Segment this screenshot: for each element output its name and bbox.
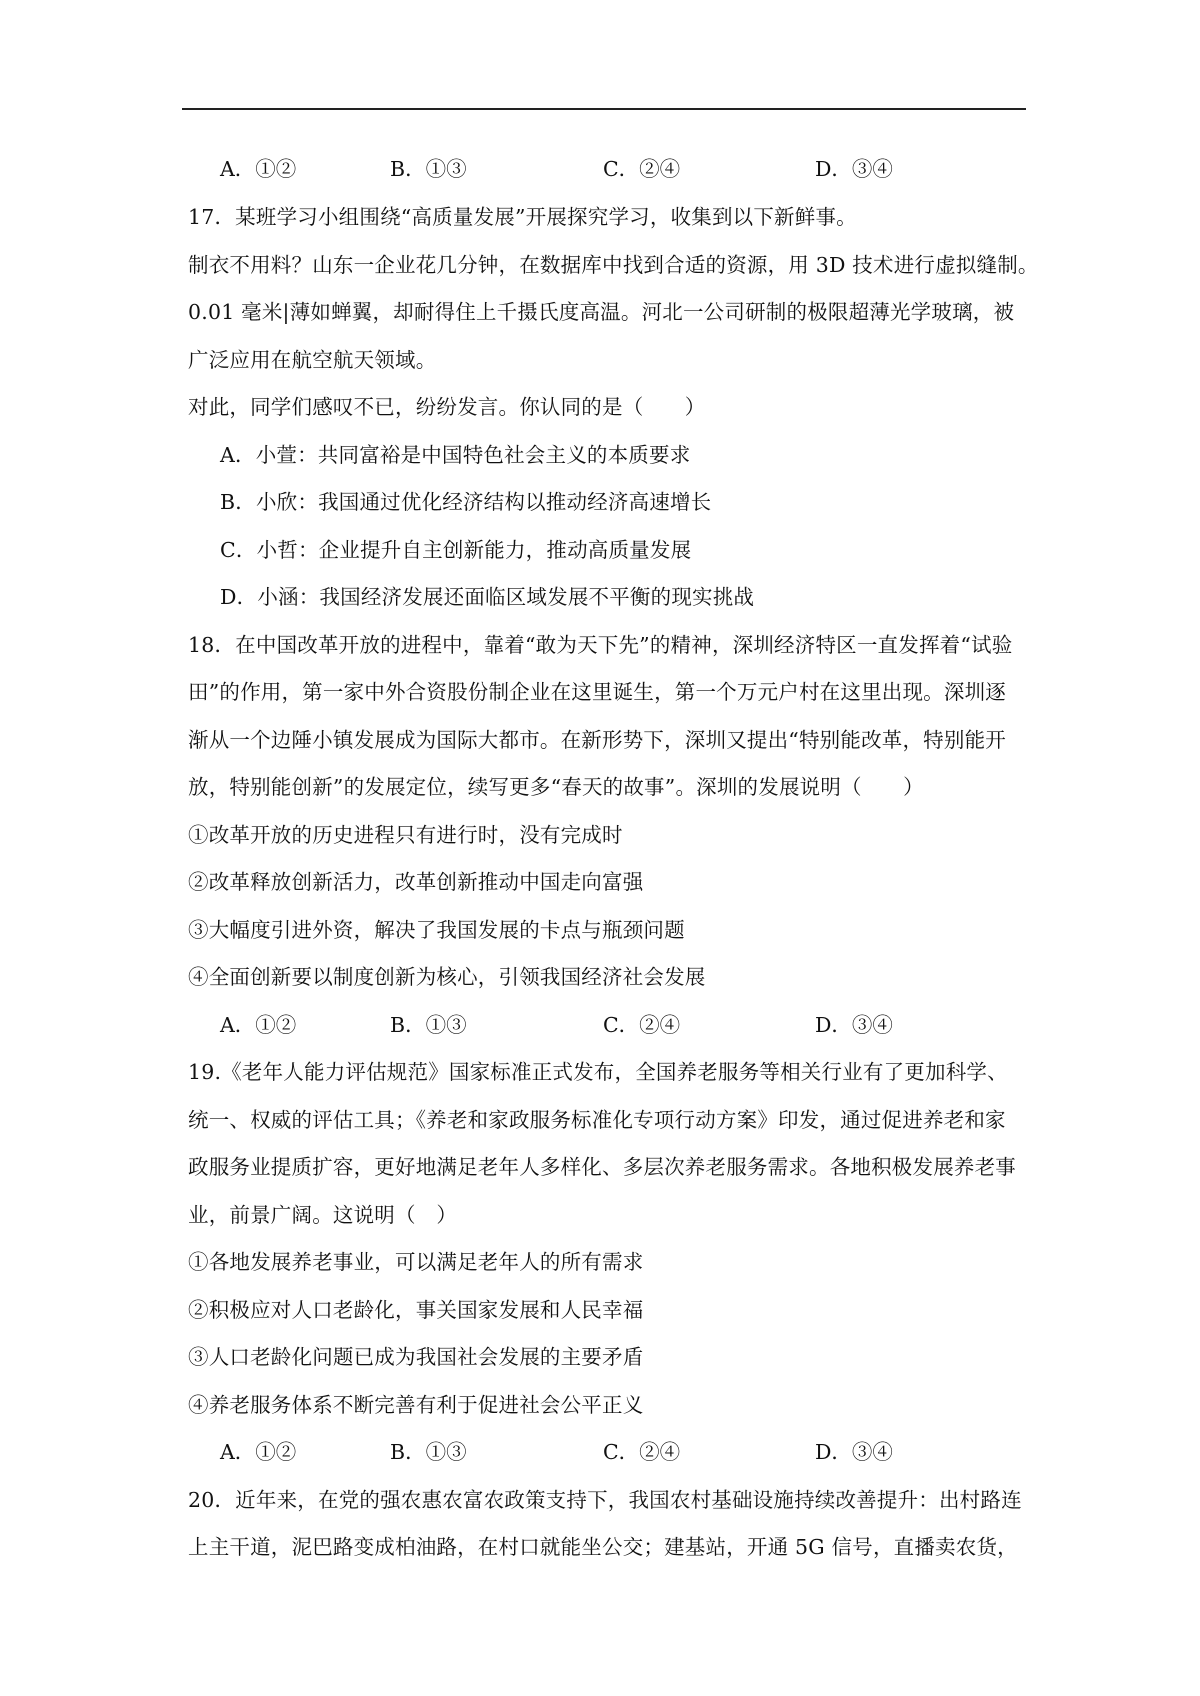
q19-option-b[interactable]: B．①③ <box>390 1440 467 1464</box>
q18-option-d[interactable]: D．③④ <box>815 1013 893 1037</box>
q19-stem-line: 业，前景广阔。这说明（ ） <box>188 1203 458 1227</box>
q17-choice-d[interactable]: D．小涵：我国经济发展还面临区域发展不平衡的现实挑战 <box>220 585 755 609</box>
q17-prompt: 对此，同学们感叹不已，纷纷发言。你认同的是（ ） <box>188 395 706 419</box>
q18-stem-line: 18．在中国改革开放的进程中，靠着“敢为天下先”的精神，深圳经济特区一直发挥着“试验 <box>188 633 1013 657</box>
option-a[interactable]: A．①② <box>220 157 297 181</box>
q18-option-b[interactable]: B．①③ <box>390 1013 467 1037</box>
q17-stem: 17．某班学习小组围绕“高质量发展”开展探究学习，收集到以下新鲜事。 <box>188 205 857 229</box>
q18-statement-1: ①改革开放的历史进程只有进行时，没有完成时 <box>188 823 623 847</box>
q18-statement-4: ④全面创新要以制度创新为核心，引领我国经济社会发展 <box>188 965 706 989</box>
q19-statement-3: ③人口老龄化问题已成为我国社会发展的主要矛盾 <box>188 1345 644 1369</box>
q17-choice-b[interactable]: B．小欣：我国通过优化经济结构以推动经济高速增长 <box>220 490 712 514</box>
q19-statement-4: ④养老服务体系不断完善有利于促进社会公平正义 <box>188 1393 644 1417</box>
q20-stem-line: 上主干道，泥巴路变成柏油路，在村口就能坐公交；建基站，开通 5G 信号，直播卖农货， <box>188 1535 1018 1559</box>
q19-stem-line: 19.《老年人能力评估规范》国家标准正式发布，全国养老服务等相关行业有了更加科学、 <box>188 1060 1008 1084</box>
q18-stem-line: 渐从一个边陲小镇发展成为国际大都市。在新形势下，深圳又提出“特别能改革，特别能开 <box>188 728 1006 752</box>
q17-choice-c[interactable]: C．小哲：企业提升自主创新能力，推动高质量发展 <box>220 538 692 562</box>
q18-option-a[interactable]: A．①② <box>220 1013 297 1037</box>
q18-statement-3: ③大幅度引进外资，解决了我国发展的卡点与瓶颈问题 <box>188 918 685 942</box>
q18-statement-2: ②改革释放创新活力，改革创新推动中国走向富强 <box>188 870 644 894</box>
q18-stem-line: 放，特别能创新”的发展定位，续写更多“春天的故事”。深圳的发展说明（ ） <box>188 775 924 799</box>
q19-statement-2: ②积极应对人口老龄化，事关国家发展和人民幸福 <box>188 1298 644 1322</box>
q17-material-line: 制衣不用料？山东一企业花几分钟，在数据库中找到合适的资源，用 3D 技术进行虚拟缝制。 <box>188 253 1039 277</box>
option-b[interactable]: B．①③ <box>390 157 467 181</box>
q19-stem-line: 统一、权威的评估工具；《养老和家政服务标准化专项行动方案》印发，通过促进养老和家 <box>188 1108 1006 1132</box>
q19-option-d[interactable]: D．③④ <box>815 1440 893 1464</box>
q18-option-c[interactable]: C．②④ <box>603 1013 681 1037</box>
q17-material-line: 0.01 毫米|薄如蝉翼，却耐得住上千摄氏度高温。河北一公司研制的极限超薄光学玻璃，被 <box>188 300 1015 324</box>
option-c[interactable]: C．②④ <box>603 157 681 181</box>
q19-statement-1: ①各地发展养老事业，可以满足老年人的所有需求 <box>188 1250 644 1274</box>
q19-option-a[interactable]: A．①② <box>220 1440 297 1464</box>
q19-stem-line: 政服务业提质扩容，更好地满足老年人多样化、多层次养老服务需求。各地积极发展养老事 <box>188 1155 1016 1179</box>
q19-option-c[interactable]: C．②④ <box>603 1440 681 1464</box>
header-rule <box>182 108 1026 110</box>
q17-material-line: 广泛应用在航空航天领域。 <box>188 348 437 372</box>
option-d[interactable]: D．③④ <box>815 157 893 181</box>
q17-choice-a[interactable]: A．小萱：共同富裕是中国特色社会主义的本质要求 <box>220 443 691 467</box>
q18-stem-line: 田”的作用，第一家中外合资股份制企业在这里诞生，第一个万元户村在这里出现。深圳逐 <box>188 680 1006 704</box>
q20-stem-line: 20．近年来，在党的强农惠农富农政策支持下，我国农村基础设施持续改善提升：出村路连 <box>188 1488 1022 1512</box>
